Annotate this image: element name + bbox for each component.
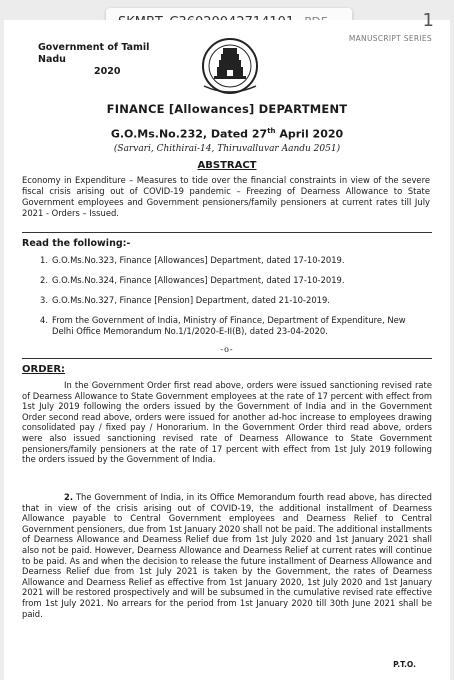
reference-list — [40, 255, 428, 346]
government-title: Government of Tamil Nadu — [38, 42, 150, 65]
reference-text: G.O.Ms.No.327, Finance [Pension] Department, dated 21-10-2019. — [52, 295, 330, 305]
abstract-text: Economy in Expenditure – Measures to tide over the financial constraints in view of the severe fiscal crisis arising out of COVID-19 pandemic – Freezing of Dearness Allowance to State Government employees and Government pensioners/family pensioners at current rates till July 2021 - Orders – Issued. — [22, 175, 430, 218]
order-paragraph-1: In the Government Order first read above, orders were issued sanctioning revised rate of Dearness Allowance to State Government employees at the rate of 17 percent with effect from 1st July 2019 following the orders issued by the Government of India and in the Government Order second read above, orders were issued for another ad-hoc increase to employees drawing consolidated pay / fixed pay / Honorarium. In the Government Order third read above, orders were also issued sanctioning revised rate of Dearness Allowance to State Government pensioners/family pensioners at the rate of 17 percent with effect from 1st July 2019 following the orders issued by the Government of India. — [22, 380, 432, 465]
order-heading: ORDER: — [22, 364, 66, 375]
page-number-indicator: 1 — [422, 10, 434, 31]
paragraph-number: 2. — [64, 492, 74, 502]
reference-number: 3. — [40, 295, 48, 305]
divider-rule — [22, 232, 432, 233]
go-number-prefix: G.O.Ms.No.232, Dated 27 — [110, 127, 268, 141]
reference-text: G.O.Ms.No.324, Finance [Allowances] Department, dated 17-10-2019. — [52, 275, 345, 285]
series-label: MANUSCRIPT SERIES — [348, 34, 432, 43]
pto-label: P.T.O. — [393, 660, 416, 669]
reference-number: 4. — [40, 315, 48, 325]
reference-text: G.O.Ms.No.323, Finance [Allowances] Department, dated 17-10-2019. — [52, 255, 345, 265]
reference-number: 2. — [40, 275, 48, 285]
reference-number: 1. — [40, 255, 48, 265]
reference-text: From the Government of India, Ministry of Finance, Department of Expenditure, New Delhi Office Memorandum No.1/1/2020-E-II(B), dated 23-04-2020. — [52, 315, 406, 336]
reference-item — [40, 315, 428, 337]
paragraph-text: The Government of India, in its Office Memorandum fourth read above, has directed that in view of the crisis arising out of COVID-19, the additional installment of Dearness Allowance payable to Central Government employees and Dearness Relief to Central Government pensioners, due from 1st January 2020 shall not be paid. The additional installments of Dearness Allowance and Dearness Relief due from 1st July 2020 and 1st January 2021 shall also not be paid. However, Dearness Allowance and Dearness Relief at current rates will continue to be paid. As and when the decision to release the future installment of Dearness Allowance and Dearness Relief due from 1st July 2021 is taken by the Government, the rates of Dearness Allowance and Dearness Relief as effective from 1st January 2020, 1st July 2020 and 1st January 2021 will be restored prospectively and will be subsumed in the cumulative revised rate effective from 1st July 2021. No arrears for the period from 1st January 2020 till 30th June 2021 shall be paid. — [22, 492, 432, 619]
order-paragraph-2 — [22, 492, 432, 619]
go-number-suffix: April 2020 — [275, 127, 344, 141]
go-number-sup: th — [267, 127, 276, 135]
government-name — [38, 42, 178, 78]
tamil-calendar-date: (Sarvari, Chithirai-14, Thiruvalluvar Aandu 2051) — [113, 144, 341, 154]
section-divider-mark: -o- — [220, 345, 234, 354]
read-heading: Read the following:- — [22, 238, 131, 249]
divider-rule — [22, 358, 432, 359]
reference-item — [40, 295, 428, 306]
reference-item — [40, 275, 428, 286]
government-year: 2020 — [94, 66, 121, 77]
go-number — [0, 127, 454, 141]
department-title: FINANCE [Allowances] DEPARTMENT — [106, 102, 348, 116]
tamil-nadu-emblem-icon — [190, 36, 270, 100]
abstract-heading: ABSTRACT — [197, 160, 257, 171]
reference-item — [40, 255, 428, 266]
